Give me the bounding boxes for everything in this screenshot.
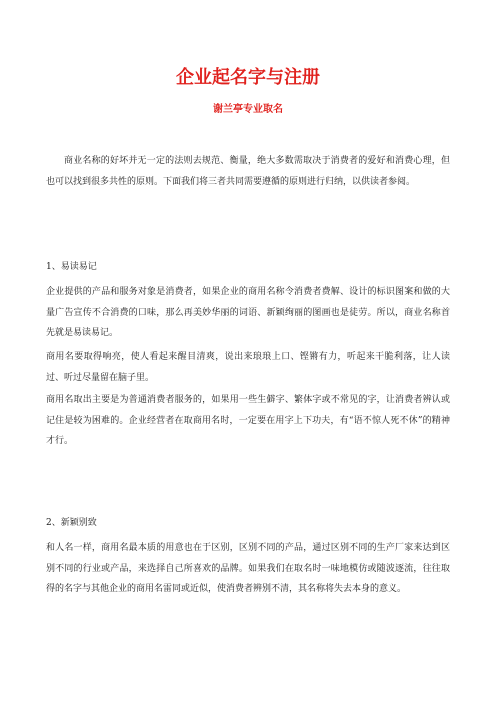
- section-1-paragraph-2: 商用名要取得响亮，使人看起来醒目清爽，说出来琅琅上口、铿锵有力，听起来干脆利落，让人读过、听过尽量留在脑子里。: [46, 352, 450, 383]
- section-1-paragraph-1: 企业提供的产品和服务对象是消费者，如果企业的商用名称令消费者费解、设计的标识图案和做的大量广告宣传不合消费的口味，那么再美妙华丽的词语、新颖绚丽的图画也是徒劳。所以，商业名称首先就是易读易记。: [46, 287, 450, 338]
- intro-paragraph: 商业名称的好坏并无一定的法则去规范、衡量，绝大多数需取决于消费者的爱好和消费心理，但也可以找到很多共性的原则。下面我们将三者共同需要遵循的原则进行归纳，以供读者参阅。: [46, 156, 450, 187]
- section-heading-1: 1、易读易记: [46, 262, 97, 272]
- document-subtitle: 谢兰亭专业取名: [213, 104, 283, 115]
- section-heading-2: 2、新颖别致: [46, 518, 97, 528]
- section-2-paragraph-1: 和人名一样，商用名最本质的用意也在于区别，区别不同的产品，通过区别不同的生产厂家来达到区别不同的行业或产品，来选择自己所喜欢的品牌。如果我们在取名时一味地模仿或随波逐流，往往取得的名字与其他企业的商用名雷同或近似，使消费者辨别不清，其名称将失去本身的意义。: [46, 543, 450, 594]
- section-1-paragraph-3: 商用名取出主要是为普通消费者服务的，如果用一些生僻字、繁体字或不常见的字，让消费者辨认或记住是较为困难的。企业经营者在取商用名时，一定要在用字上下功夫，有“语不惊人死不休”的精神才行。: [46, 395, 450, 446]
- document-title: 企业起名字与注册: [176, 67, 320, 88]
